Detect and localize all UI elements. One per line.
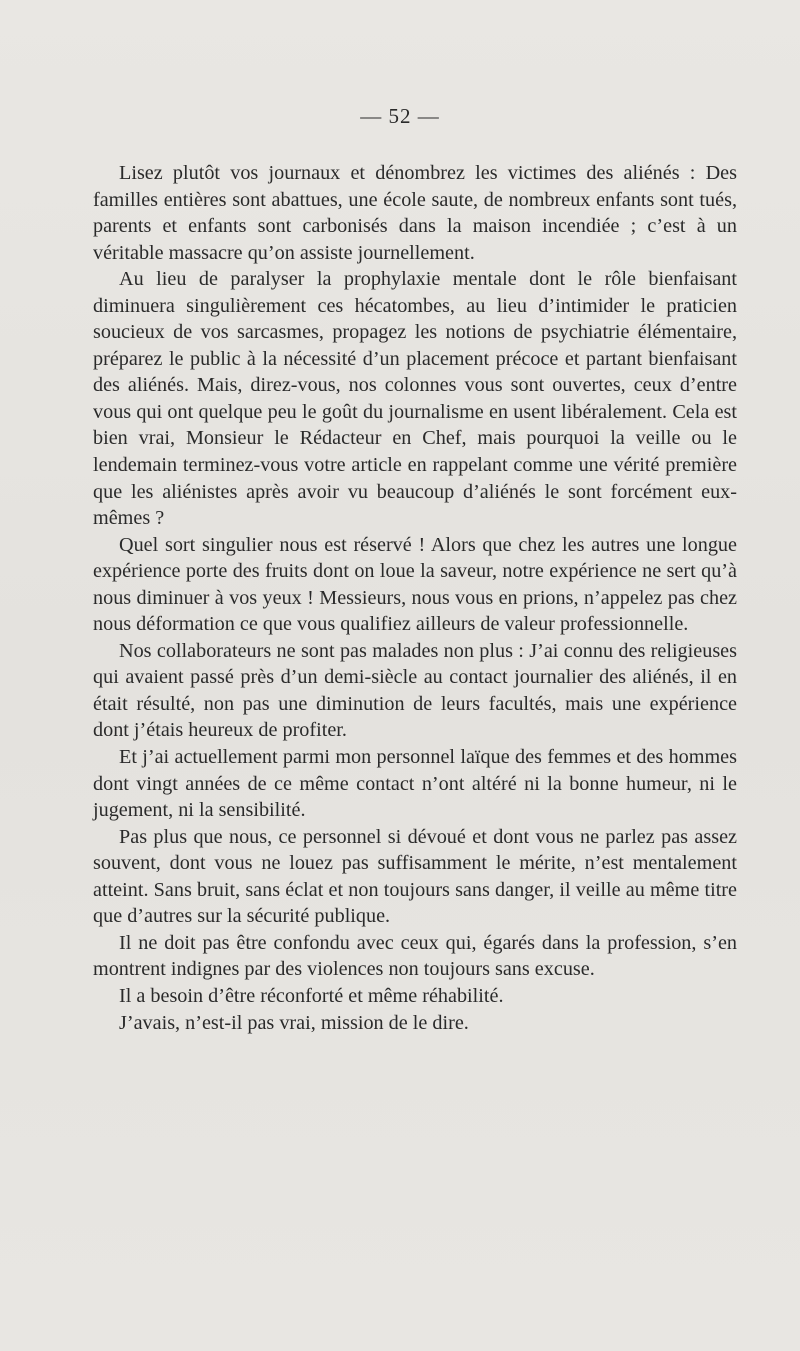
paragraph-7: Il ne doit pas être confondu avec ceux qui, égarés dans la profession, s’en montrent indignes par des violences non toujours sans excuse.: [93, 931, 737, 981]
paragraph-6: Pas plus que nous, ce personnel si dévoué et dont vous ne parlez pas assez souvent, dont vous ne louez pas suffisamment le mérite, n’est mentalement atteint. Sans bruit, sans éclat et non toujours sans danger, il veille au même titre que d’autres sur la sécurité publique.: [93, 825, 737, 928]
page-number: — 52 —: [360, 104, 440, 128]
paragraph-8: Il a besoin d’être réconforté et même réhabilité.: [119, 984, 504, 1007]
paragraph-9: J’avais, n’est-il pas vrai, mission de le dire.: [119, 1011, 469, 1034]
paragraph-4: Nos collaborateurs ne sont pas malades non plus : J’ai connu des religieuses qui avaient passé près d’un demi-siècle au contact journalier des aliénés, il en était résulté, non pas une diminution de leurs facultés, mais une expérience dont j’étais heureux de profiter.: [93, 639, 737, 742]
paragraph-5: Et j’ai actuellement parmi mon personnel laïque des femmes et des hommes dont vingt années de ce même contact n’ont altéré ni la bonne humeur, ni le jugement, ni la sensibilité.: [93, 746, 737, 822]
paragraph-3: Quel sort singulier nous est réservé ! Alors que chez les autres une longue expérience porte des fruits dont on loue la saveur, notre expérience ne sert qu’à nous diminuer à vos yeux ! Messieurs, nous vous en prions, n’appelez pas chez nous déformation ce que vous qualifiez ailleurs de valeur professionnelle.: [93, 533, 737, 636]
paragraph-2: Au lieu de paralyser la prophylaxie mentale dont le rôle bienfaisant diminuera singulièrement ces hécatombes, au lieu d’intimider le praticien soucieux de vos sarcasmes, propagez les notions de psychiatrie élémentaire, préparez le public à la nécessité d’un placement précoce et partant bienfaisant des aliénés. Mais, direz-vous, nos colonnes vous sont ouvertes, ceux d’entre vous qui ont quelque peu le goût du journalisme en usent libéralement. Cela est bien vrai, Monsieur le Rédacteur en Chef, mais pourquoi la veille ou le lendemain terminez-vous votre article en rappelant comme une vérité première que les aliénistes après avoir vu beaucoup d’aliénés le sont forcément eux-mêmes ?: [93, 268, 737, 530]
body-text: [93, 160, 737, 1036]
paragraph-1: Lisez plutôt vos journaux et dénombrez les victimes des aliénés : Des familles entières sont abattues, une école saute, de nombreux enfants sont tués, parents et enfants sont carbonisés dans la maison incendiée ; c’est à un véritable massacre qu’on assiste journellement.: [93, 162, 737, 264]
